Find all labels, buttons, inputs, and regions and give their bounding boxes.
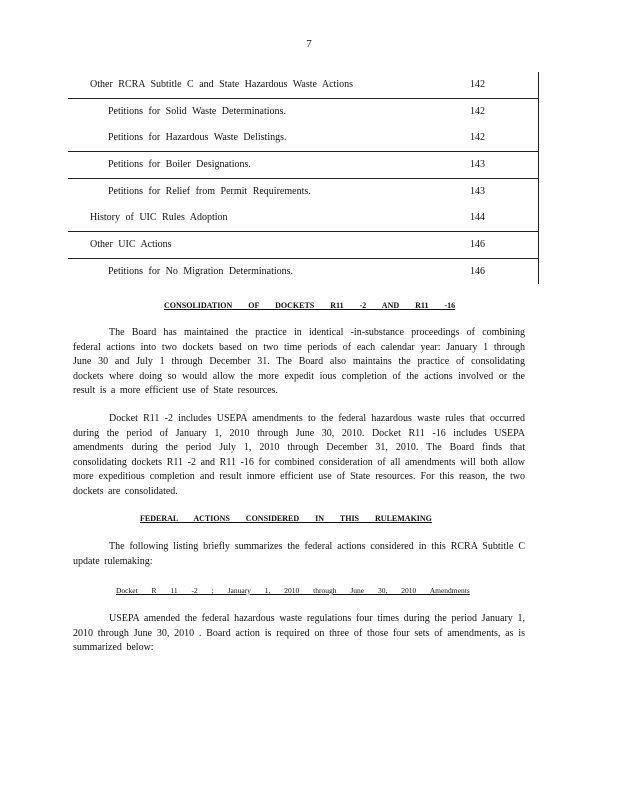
toc-entry-label: Petitions for Relief from Permit Requirements. xyxy=(108,186,311,197)
toc-row xyxy=(68,151,538,178)
toc-entry-page: 142 xyxy=(470,79,485,90)
page-number: 7 xyxy=(306,38,312,50)
toc-entry-page: 142 xyxy=(470,106,485,117)
toc-row xyxy=(68,125,538,151)
toc-right-border xyxy=(538,72,539,284)
toc-row xyxy=(68,178,538,205)
toc-row xyxy=(68,98,538,125)
toc-entry-page: 146 xyxy=(470,239,485,250)
toc-entry-label: History of UIC Rules Adoption xyxy=(90,212,228,223)
paragraph-consolidation-practice: The Board has maintained the practice in identical -in-substance proceedings of combining federal actions into two dockets based on two time periods of each calendar year: January 1 through June 30 and July 1 through December 31. The Board also maintains the practice of consolidating dockets where doing so would allow the more expedit ious completion of the actions involved or the result is a more efficient use of State resources. xyxy=(73,327,525,397)
toc-entry-page: 142 xyxy=(470,132,485,143)
paragraph-listing-intro: The following listing briefly summarizes the federal actions considered in this RCRA Subtitle C update rulemaking: xyxy=(73,541,525,567)
toc-entry-label: Petitions for No Migration Determinations. xyxy=(108,266,294,277)
toc-entry-label: Petitions for Hazardous Waste Delistings. xyxy=(108,132,287,143)
toc-entry-label: Petitions for Solid Waste Determinations. xyxy=(108,106,286,117)
table-of-contents xyxy=(68,72,538,285)
toc-row xyxy=(68,72,538,98)
toc-entry-label: Other RCRA Subtitle C and State Hazardous Waste Actions xyxy=(90,79,353,90)
toc-entry-page: 144 xyxy=(470,212,485,223)
toc-entry-label: Other UIC Actions xyxy=(90,239,172,250)
paragraph-usepa-amendments: USEPA amended the federal hazardous waste regulations four times during the period January 1, 2010 through June 30, 2010 . Board action is required on three of those four sets of amendments, as is summarized below: xyxy=(73,613,525,654)
consolidation-heading: CONSOLIDATION OF DOCKETS R11 -2 AND R11 -16 xyxy=(164,301,456,310)
toc-row xyxy=(68,231,538,258)
toc-entry-page: 143 xyxy=(470,186,485,197)
toc-row xyxy=(68,258,538,285)
toc-entry-page: 143 xyxy=(470,159,485,170)
federal-actions-heading: FEDERAL ACTIONS CONSIDERED IN THIS RULEMAKING xyxy=(140,514,432,523)
docket-subheading: Docket R 11 -2 ; January 1, 2010 through June 30, 2010 Amendments xyxy=(116,586,470,595)
toc-row xyxy=(68,205,538,231)
toc-entry-page: 146 xyxy=(470,266,485,277)
toc-entry-label: Petitions for Boiler Designations. xyxy=(108,159,251,170)
paragraph-docket-description: Docket R11 -2 includes USEPA amendments to the federal hazardous waste rules that occurred during the period of January 1, 2010 through June 30, 2010. Docket R11 -16 includes USEPA amendments during the period July 1, 2010 through December 31, 2010. The Board finds that consolidating dockets R11 -2 and R11 -16 for combined consideration of all amendments will both allow more expeditious completion and result inmore efficient use of State resources. For this reason, the two dockets are consolidated. xyxy=(73,413,525,497)
